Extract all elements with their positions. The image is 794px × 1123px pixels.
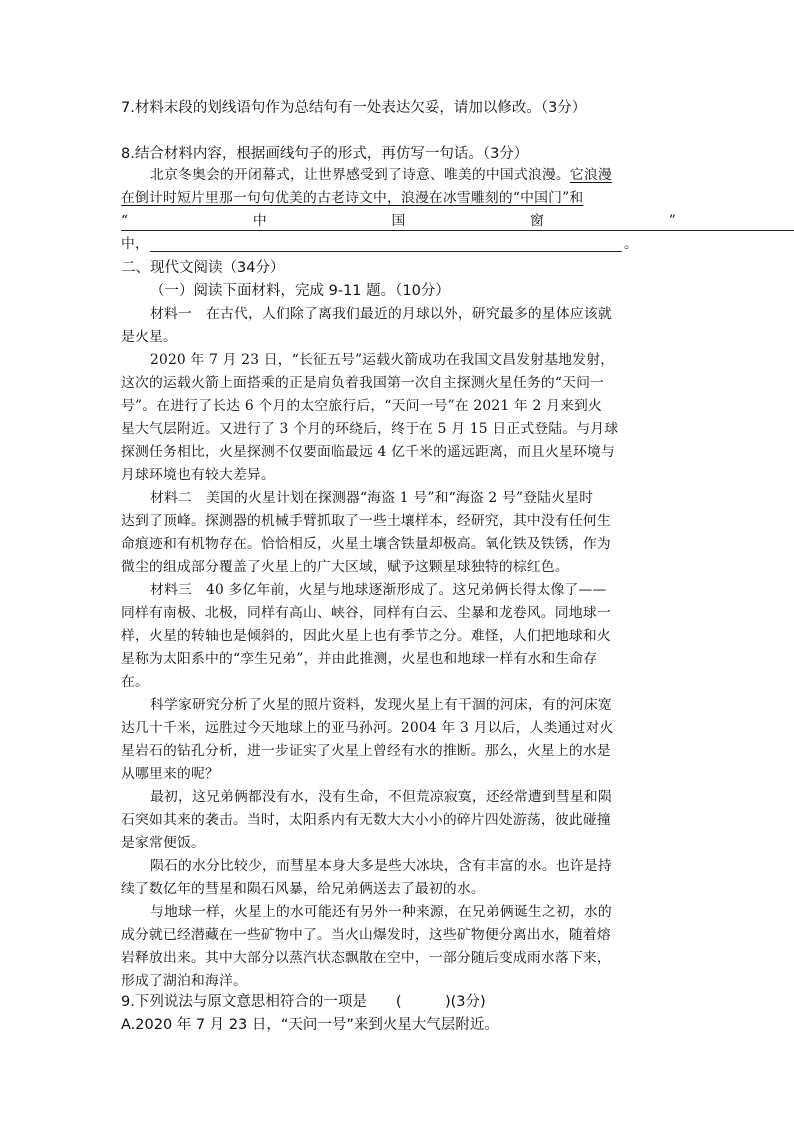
question-7: 7.材料末段的划线语句作为总结句有一处表达欠妥，请加以修改。（3分）: [121, 100, 587, 116]
passage-line: 是火星。: [121, 329, 177, 345]
passage-line: 与地球一样，火星上的水可能还有另外一种来源，在兄弟俩诞生之初，水的: [150, 904, 612, 920]
passage-line: 样，火星的转轴也是倾斜的，因此火星上也有季节之分。难怪，人们把地球和火: [121, 628, 611, 644]
answer-blank-line[interactable]: [121, 230, 794, 231]
q8-line3-char: 窗: [530, 213, 545, 229]
passage-line: 续了数亿年的彗星和陨石风暴，给兄弟俩送去了最初的水。: [121, 881, 485, 897]
passage-line: 达到了顶峰。探测器的机械手臂抓取了一些土壤样本，经研究，其中没有任何生: [121, 513, 611, 529]
passage-line: 材料三 40 多亿年前，火星与地球逐渐形成了。这兄弟俩长得太像了——: [150, 582, 607, 598]
section-subheading: （一）阅读下面材料，完成 9-11 题。（10分）: [150, 283, 450, 299]
section-heading: 二、现代文阅读（34分）: [121, 260, 285, 276]
passage-line: 星称为太阳系中的“孪生兄弟”，并由此推测，火星也和地球一样有水和生命存: [121, 651, 598, 667]
q8-line3-char: 中: [252, 213, 267, 229]
passage-line: 成分就已经潜藏在一些矿物中了。当火山爆发时，这些矿物便分离出水，随着熔: [121, 927, 611, 943]
passage-line: 星岩石的钻孔分析，进一步证实了火星上曾经有水的推断。那么，火星上的水是: [121, 743, 611, 759]
passage-line: 同样有南极、北极，同样有高山、峡谷，同样有白云、尘暴和龙卷风。同地球一: [121, 605, 611, 621]
answer-blank-line[interactable]: [150, 251, 622, 252]
passage-line: 号”。在进行了长达 6 个月的太空旅行后，“天问一号”在 2021 年 2 月来到火: [121, 398, 603, 414]
passage-line: 岩释放出来。其中大部分以蒸汽状态飘散在空中，一部分随后变成雨水落下来，: [121, 950, 611, 966]
passage-line: 2020 年 7 月 23 日，“长征五号”运载火箭成功在我国文昌发射基地发射，: [150, 352, 615, 368]
q8-line3-char: ”: [668, 213, 676, 229]
passage-line: 形成了湖泊和海洋。: [121, 973, 247, 989]
passage-line: 从哪里来的呢？: [121, 766, 219, 782]
passage-line: 微尘的组成部分覆盖了火星上的广大区域，赋予这颗星球独特的棕红色。: [121, 559, 569, 575]
passage-line: 材料二 美国的火星计划在探测器“海盗 1 号”和“海盗 2 号”登陆火星时: [150, 490, 594, 506]
question-8-line-3: [121, 210, 676, 232]
question-9-stem: 9.下列说法与原文意思相符合的一项是 ( )(3分): [121, 994, 486, 1010]
q8-line3-char: 国: [391, 213, 406, 229]
passage-line: 月球环境也有较大差异。: [121, 467, 275, 483]
q8-line2-underlined-b: 浪漫在冰雪雕刻的“中国门”和: [400, 190, 584, 206]
q8-line3-char: “: [121, 213, 129, 229]
q8-line4-start: 中，: [121, 236, 149, 252]
passage-line: 命痕迹和有机物存在。恰恰相反，火星土壤含铁量却极高。氧化铁及铁锈，作为: [121, 536, 611, 552]
question-8-line-1: [150, 164, 612, 186]
question-9-option-a[interactable]: A.2020 年 7 月 23 日，“天问一号”来到火星大气层附近。: [121, 1017, 499, 1033]
question-8-prompt: 8.结合材料内容，根据画线句子的形式，再仿写一句话。（3分）: [121, 146, 529, 162]
passage-line: 陨石的水分比较少，而彗星本身大多是些大冰块，含有丰富的水。也许是持: [150, 858, 612, 874]
passage-line: 探测任务相比，火星探测不仅要面临最远 4 亿千米的遥远距离，而且火星环境与: [121, 444, 616, 460]
passage-line: 石突如其来的袭击。当时，太阳系内有无数大大小小的碎片四处游荡，彼此碰撞: [121, 812, 611, 828]
passage-line: 在。: [121, 674, 149, 690]
passage-line: 星大气层附近。又进行了 3 个月的环绕后，终于在 5 月 15 日正式登陆。与月球: [121, 421, 619, 437]
q8-line2-underlined-a: 在倒计时短片里那一句句优美的古老诗文中，: [121, 190, 401, 206]
q8-line1-text: 北京冬奥会的开闭幕式，让世界感受到了诗意、唯美的中国式浪漫。: [150, 167, 570, 183]
passage-line: 达几十千米，远胜过今天地球上的亚马孙河。2004 年 3 月以后，人类通过对火: [121, 720, 614, 736]
passage-line: 这次的运载火箭上面搭乘的正是肩负着我国第一次自主探测火星任务的“天问一: [121, 375, 605, 391]
q8-line4-end: 。: [624, 236, 638, 252]
question-8-line-2: [121, 187, 583, 209]
passage-line: 科学家研究分析了火星的照片资料，发现火星上有干涸的河床，有的河床宽: [150, 697, 612, 713]
q8-line1-underlined: 它浪漫: [569, 167, 612, 183]
passage-line: 材料一 在古代，人们除了离我们最近的月球以外，研究最多的星体应该就: [150, 306, 612, 322]
passage-line: 是家常便饭。: [121, 835, 205, 851]
passage-line: 最初，这兄弟俩都没有水，没有生命，不但荒凉寂寞，还经常遭到彗星和陨: [150, 789, 612, 805]
